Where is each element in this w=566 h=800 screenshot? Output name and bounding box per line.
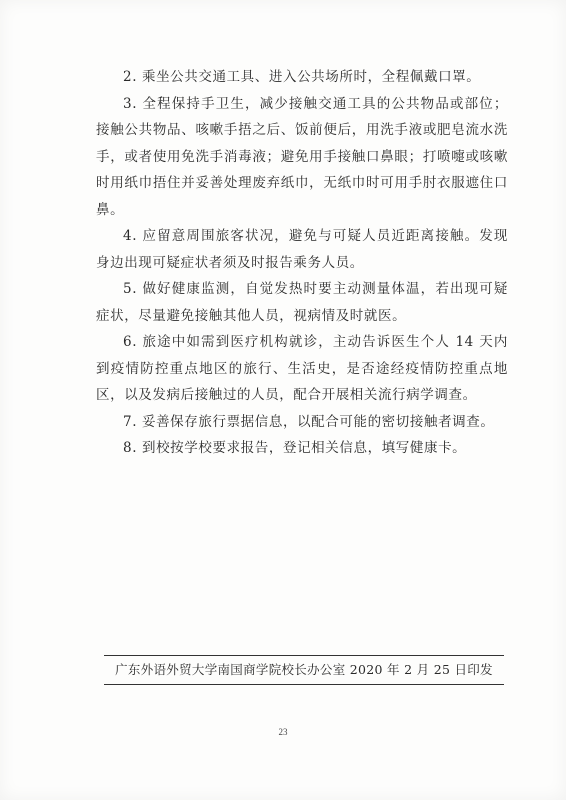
footer-issuer-line: 广东外语外贸大学南国商学院校长办公室 2020 年 2 月 25 日印发 (115, 662, 493, 677)
paragraph-item-3: 3. 全程保持手卫生，减少接触交通工具的公共物品或部位；接触公共物品、咳嗽手捂之后、饭前便后，用洗手液或肥皂流水洗手，或者使用免洗手消毒液；避免用手接触口鼻眼；打喷嚏或咳嗽时用纸巾捂住并妥善处理废弃纸巾，无纸巾时可用手肘衣服遮住口鼻。 (96, 95, 508, 218)
footer-bottom-rule (104, 684, 504, 685)
paragraph-item-6: 6. 旅途中如需到医疗机构就诊，主动告诉医生个人 14 天内到疫情防控重点地区的旅行、生活史，是否途经疫情防控重点地区，以及发病后接触过的人员，配合开展相关流行病学调查。 (96, 334, 508, 403)
page-number: 23 (278, 727, 288, 737)
paragraph-item-7: 7. 妥善保存旅行票据信息，以配合可能的密切接触者调查。 (123, 413, 495, 430)
footer-top-rule (104, 655, 504, 656)
paragraph-item-2: 2. 乘坐公共交通工具、进入公共场所时，全程佩戴口罩。 (123, 69, 481, 85)
paragraph-item-5: 5. 做好健康监测，自觉发热时要主动测量体温，若出现可疑症状，尽量避免接触其他人员，视病情及时就医。 (96, 281, 508, 324)
paragraph-item-4: 4. 应留意周围旅客状况，避免与可疑人员近距离接触。发现身边出现可疑症状者须及时报告乘务人员。 (96, 228, 508, 271)
document-body (96, 64, 508, 462)
paragraph-item-8: 8. 到校按学校要求报告，登记相关信息，填写健康卡。 (123, 440, 467, 456)
